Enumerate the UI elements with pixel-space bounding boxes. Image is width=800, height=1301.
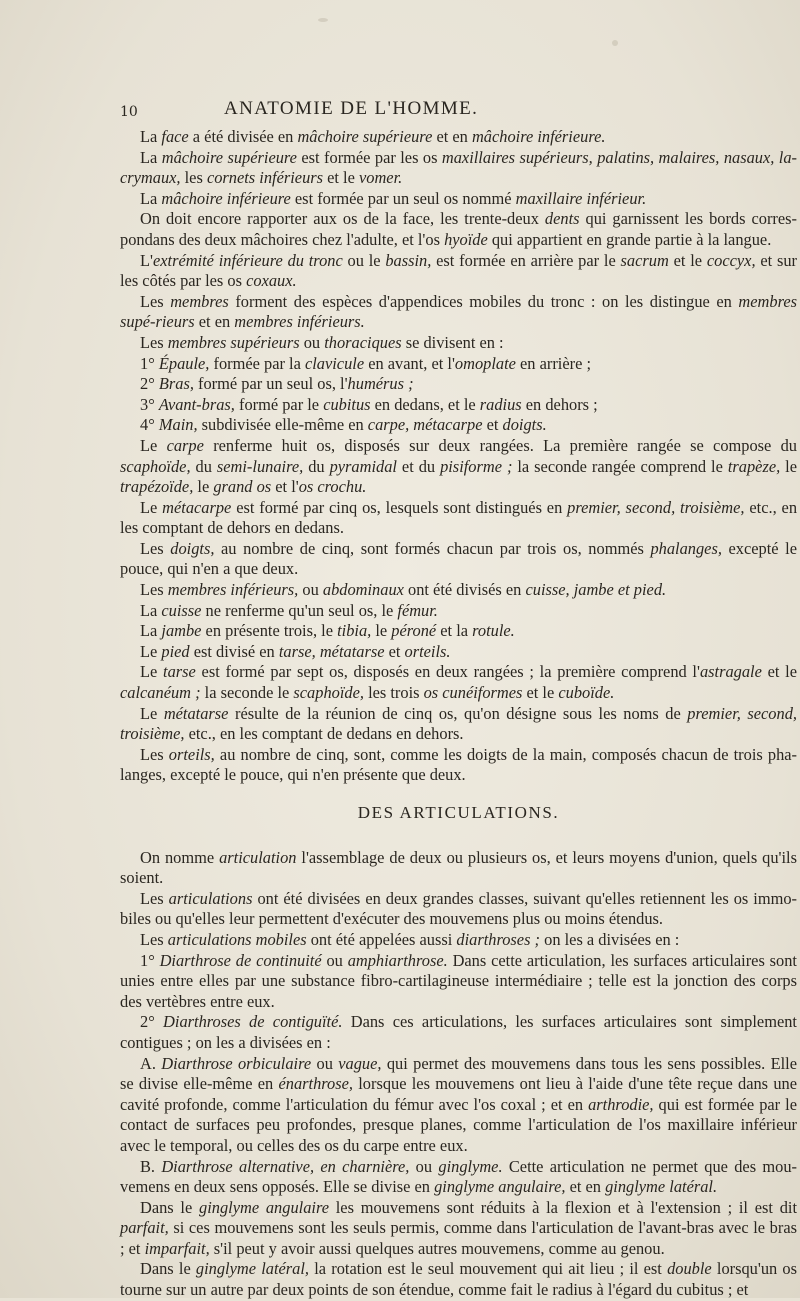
paragraph: Les membres inférieurs, ou abdominaux ont été divisés en cuisse, jambe et pied.	[140, 580, 667, 600]
paper-stain	[318, 18, 328, 22]
paragraph: On doit encore rapporter aux os de la face, les trente-deux dents qui garnissent les bords corres-pondans des deux mâchoires chez l'adulte, et l'os hyoïde qui appartient en grande partie à la langue.	[120, 209, 797, 249]
paragraph: 4° Main, subdivisée elle-même en carpe, métacarpe et doigts.	[140, 415, 547, 435]
paragraph: La mâchoire supérieure est formée par les os maxillaires supérieurs, palatins, malaires, nasaux, la-crymaux, les cornets inférieurs et le vomer.	[120, 147, 798, 188]
paragraph: 2° Diarthroses de contiguïté. Dans ces articulations, les surfaces articulaires sont simplement contigues ; on les a divisées en :	[120, 1012, 797, 1052]
page-number: 10	[120, 104, 138, 120]
paragraph: 3° Avant-bras, formé par le cubitus en dedans, et le radius en dehors ;	[140, 394, 598, 414]
paragraph: Les orteils, au nombre de cinq, sont, comme les doigts de la main, composés chacun de trois pha-langes, excepté le pouce, qui n'en présente que deux.	[120, 744, 797, 785]
paragraph: La cuisse ne renferme qu'un seul os, le fémur.	[140, 600, 438, 620]
section-title: DES ARTICULATIONS.	[357, 803, 560, 822]
paragraph: La mâchoire inférieure est formée par un seul os nommé maxillaire inférieur.	[140, 188, 647, 208]
page-header	[0, 98, 800, 128]
paragraph: Les membres forment des espèces d'appendices mobiles du tronc : on les distingue en membres supé-rieurs et en membres inférieurs.	[120, 291, 797, 332]
paragraph: 2° Bras, formé par un seul os, l'humérus ;	[140, 374, 414, 394]
running-title: ANATOMIE DE L'HOMME.	[224, 98, 479, 119]
paragraph: La jambe en présente trois, le tibia, le péroné et la rotule.	[140, 621, 515, 641]
paragraph: Dans le ginglyme latéral, la rotation est le seul mouvement qui ait lieu ; il est double lorsqu'un os tourne sur un autre par deux points de son étendue, comme fait le radius à l'égard du cubitus ; et	[120, 1259, 797, 1300]
paragraph: Le métacarpe est formé par cinq os, lesquels sont distingués en premier, second, troisième, etc., en les comptant de dehors en dedans.	[120, 497, 798, 538]
paragraph: 1° Diarthrose de continuité ou amphiarthrose. Dans cette articulation, les surfaces articulaires sont unies entre elles par une substance fibro-cartilagineuse intermédiaire ; telle est la jonction des corps des vertèbres entre eux.	[120, 950, 797, 1011]
paragraph: La face a été divisée en mâchoire supérieure et en mâchoire inférieure.	[140, 127, 606, 146]
body-text	[120, 127, 797, 1301]
paragraph: B. Diarthrose alternative, en charnière, ou ginglyme. Cette articulation ne permet que des mou-vemens en deux sens opposés. Elle se divise en ginglyme angulaire, et en ginglyme latéral.	[120, 1156, 797, 1197]
paragraph: Le métatarse résulte de la réunion de cinq os, qu'on désigne sous les noms de premier, second, troisième, etc., en les comptant de dedans en dehors.	[120, 703, 797, 744]
paragraph: Le pied est divisé en tarse, métatarse et orteils.	[140, 641, 451, 661]
paragraph: Les articulations ont été divisées en deux grandes classes, suivant qu'elles retiennent les os immo-biles ou qu'elles leur permettent d'exécuter des mouvemens plus ou moins étendus.	[120, 888, 797, 929]
paragraph: Le carpe renferme huit os, disposés sur deux rangées. La première rangée se compose du scaphoïde, du semi-lunaire, du pyramidal et du pisiforme ; la seconde rangée comprend le trapèze, le trapézoïde, le grand os et l'os crochu.	[120, 435, 797, 497]
paragraph: Le tarse est formé par sept os, disposés en deux rangées ; la première comprend l'astragale et le calcanéum ; la seconde le scaphoïde, les trois os cunéiformes et le cuboïde.	[120, 662, 797, 703]
paragraph: On nomme articulation l'assemblage de deux ou plusieurs os, et leurs moyens d'union, quels qu'ils soient.	[120, 847, 797, 888]
paragraph: A. Diarthrose orbiculaire ou vague, qui permet des mouvemens dans tous les sens possibles. Elle se divise elle-même en énarthrose, lorsque les mouvemens ont lieu à l'aide d'une tête reçue dans une cavité profonde, comme l'articulation du fémur avec l'os coxal ; et en arthrodie, qui est formée par le contact de surfaces peu profondes, presque planes, comme l'articulation de l'os maxillaire inférieur avec le temporal, ou celles des os du carpe entre eux.	[120, 1053, 797, 1155]
paper-stain	[612, 40, 618, 46]
paragraph: Les articulations mobiles ont été appelées aussi diarthroses ; on les a divisées en :	[140, 929, 680, 949]
paragraph: Les doigts, au nombre de cinq, sont formés chacun par trois os, nommés phalanges, excepté le pouce, qui n'en a que deux.	[120, 538, 798, 579]
paragraph: Dans le ginglyme angulaire les mouvemens sont réduits à la flexion et à l'extension ; il est dit parfait, si ces mouvemens sont les seuls permis, comme dans l'articulation de l'avant-bras avec le bras ; et imparfait, s'il peut y avoir aussi quelques autres mouvemens, comme au genou.	[120, 1197, 797, 1258]
paragraph: 1° Épaule, formée par la clavicule en avant, et l'omoplate en arrière ;	[140, 353, 591, 373]
paragraph: L'extrémité inférieure du tronc ou le bassin, est formée en arrière par le sacrum et le coccyx, et sur les côtés par les os coxaux.	[120, 250, 798, 291]
paragraph: Les membres supérieurs ou thoraciques se divisent en :	[140, 332, 504, 352]
